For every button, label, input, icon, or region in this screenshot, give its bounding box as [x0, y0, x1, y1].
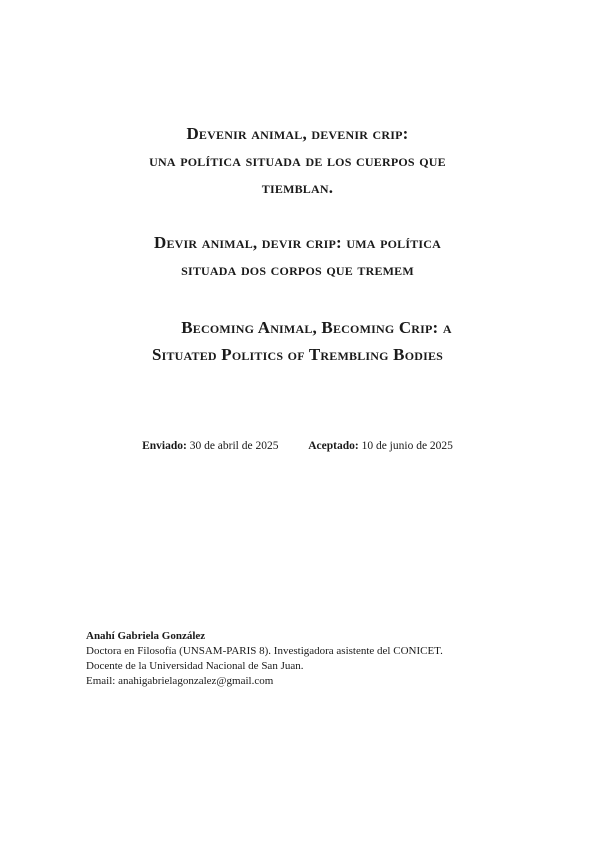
portuguese-title — [0, 229, 595, 283]
author-info — [86, 629, 443, 689]
author-email: Email: anahigabrielagonzalez@gmail.com — [86, 675, 274, 687]
spanish-title — [0, 120, 595, 201]
spanish-title-line-1: Devenir animal, devenir crip: — [186, 124, 409, 143]
spanish-title-line-3: tiemblan. — [261, 178, 334, 197]
author-name: Anahí Gabriela González — [86, 630, 206, 642]
author-position: Docente de la Universidad Nacional de San Juan. — [86, 660, 304, 672]
sent-date: 30 de abril de 2025 — [189, 440, 279, 452]
english-title-line-2: Situated Politics of Trembling Bodies — [151, 345, 444, 364]
portuguese-title-line-2: situada dos corpos que tremem — [181, 260, 414, 279]
author-affiliation: Doctora en Filosofía (UNSAM-PARIS 8). Investigadora asistente del CONICET. — [86, 645, 443, 657]
english-title — [0, 314, 595, 368]
submission-dates — [0, 440, 595, 452]
spanish-title-line-2: una política situada de los cuerpos que — [149, 151, 446, 170]
portuguese-title-line-1: Devir animal, devir crip: uma política — [153, 233, 442, 252]
accepted-date: 10 de junio de 2025 — [361, 440, 453, 452]
accepted-label: Aceptado: — [308, 440, 359, 452]
english-title-line-1: Becoming Animal, Becoming Crip: a — [181, 318, 452, 337]
sent-label: Enviado: — [142, 440, 187, 452]
